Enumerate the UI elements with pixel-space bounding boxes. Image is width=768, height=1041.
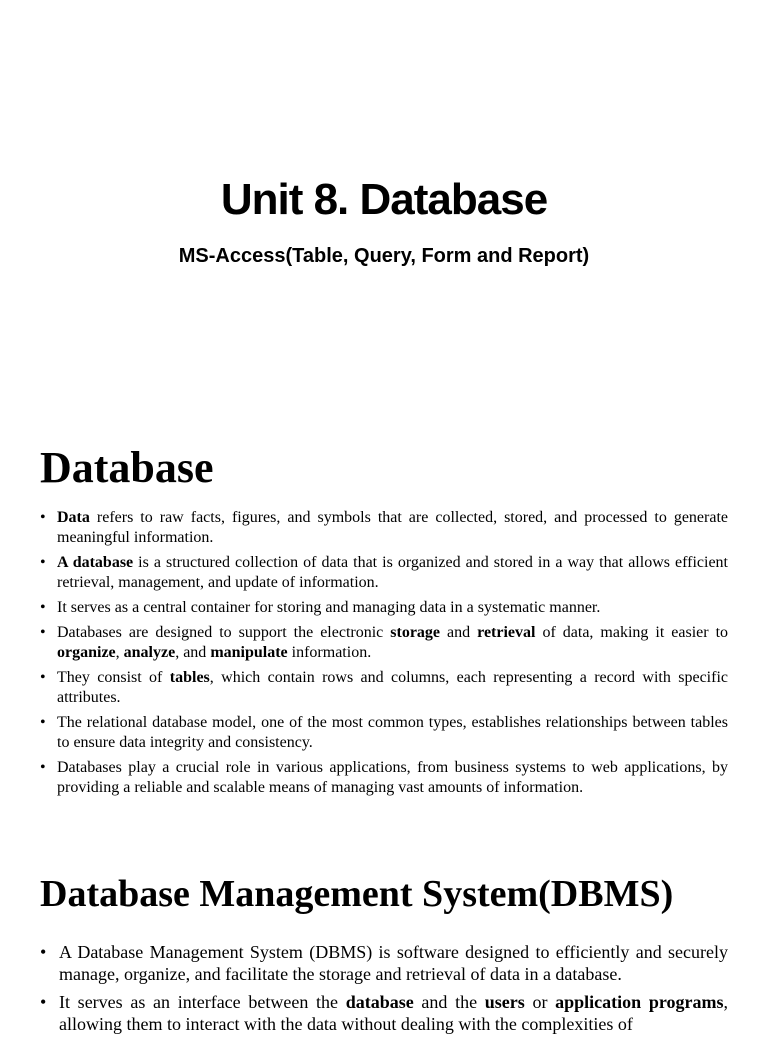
slide-subtitle: MS-Access(Table, Query, Form and Report) xyxy=(178,245,590,267)
bullet-item xyxy=(40,758,728,798)
text-run: Databases play a crucial role in various applications, from business systems to web applications, by providing a reliable and scalable means of managing vast amounts of information. xyxy=(57,759,728,796)
bullet-item xyxy=(40,713,728,753)
text-run: , xyxy=(115,644,124,661)
bullet-item xyxy=(40,598,728,618)
bold-text: users xyxy=(484,992,525,1012)
bold-text: application programs xyxy=(555,992,724,1012)
bullet-point-icon: • xyxy=(40,509,46,526)
bold-text: retrieval xyxy=(477,624,536,641)
text-run: and the xyxy=(413,992,485,1012)
bullet-item xyxy=(40,553,728,593)
text-run: , and xyxy=(175,644,211,661)
text-run: A Database Management System (DBMS) is software designed to efficiently and securely manage, organize, and facilitate the storage and retrieval of data in a database. xyxy=(59,942,728,984)
bullet-point-icon: • xyxy=(40,992,47,1012)
bold-text: analyze xyxy=(123,644,176,661)
section-heading-database: Database xyxy=(40,443,214,492)
text-run: It serves as an interface between the xyxy=(59,992,346,1012)
section-heading-dbms: Database Management System(DBMS) xyxy=(40,873,674,915)
bullet-item xyxy=(40,941,728,985)
bold-text: manipulate xyxy=(210,644,288,661)
text-run: Databases are designed to support the electronic xyxy=(57,624,391,641)
bullet-point-icon: • xyxy=(40,759,46,776)
dbms-bullet-list xyxy=(40,941,728,1041)
text-run: refers to raw facts, figures, and symbols that are collected, stored, and processed to generate meaningful information. xyxy=(57,509,728,546)
bold-text: database xyxy=(345,992,414,1012)
text-run: or xyxy=(524,992,556,1012)
text-run: , allowing them to interact with the data without dealing with the complexities of xyxy=(59,992,728,1034)
slide-title: Unit 8. Database xyxy=(220,175,548,224)
bold-text: Data xyxy=(57,509,90,526)
bullet-point-icon: • xyxy=(40,599,46,616)
text-run: They consist of xyxy=(57,669,170,686)
text-run: It serves as a central container for storing and managing data in a systematic manner. xyxy=(57,599,601,616)
database-bullet-list xyxy=(40,508,728,803)
bullet-point-icon: • xyxy=(40,554,46,571)
bold-text: tables xyxy=(169,669,210,686)
bullet-item xyxy=(40,623,728,663)
bullet-point-icon: • xyxy=(40,714,46,731)
bold-text: storage xyxy=(390,624,441,641)
bullet-point-icon: • xyxy=(40,624,46,641)
bold-text: organize xyxy=(57,644,116,661)
bullet-item xyxy=(40,991,728,1035)
bullet-item xyxy=(40,668,728,708)
text-run: and xyxy=(440,624,478,641)
text-run: information. xyxy=(287,644,372,661)
bold-text: A database xyxy=(57,554,134,571)
bullet-point-icon: • xyxy=(40,669,46,686)
bullet-point-icon: • xyxy=(40,942,47,962)
text-run: is a structured collection of data that is organized and stored in a way that allows efficient retrieval, management, and update of information. xyxy=(57,554,728,591)
bullet-item xyxy=(40,508,728,548)
text-run: The relational database model, one of the most common types, establishes relationships between tables to ensure data integrity and consistency. xyxy=(57,714,728,751)
text-run: of data, making it easier to xyxy=(535,624,729,641)
text-run: , which contain rows and columns, each representing a record with specific attributes. xyxy=(57,669,728,706)
